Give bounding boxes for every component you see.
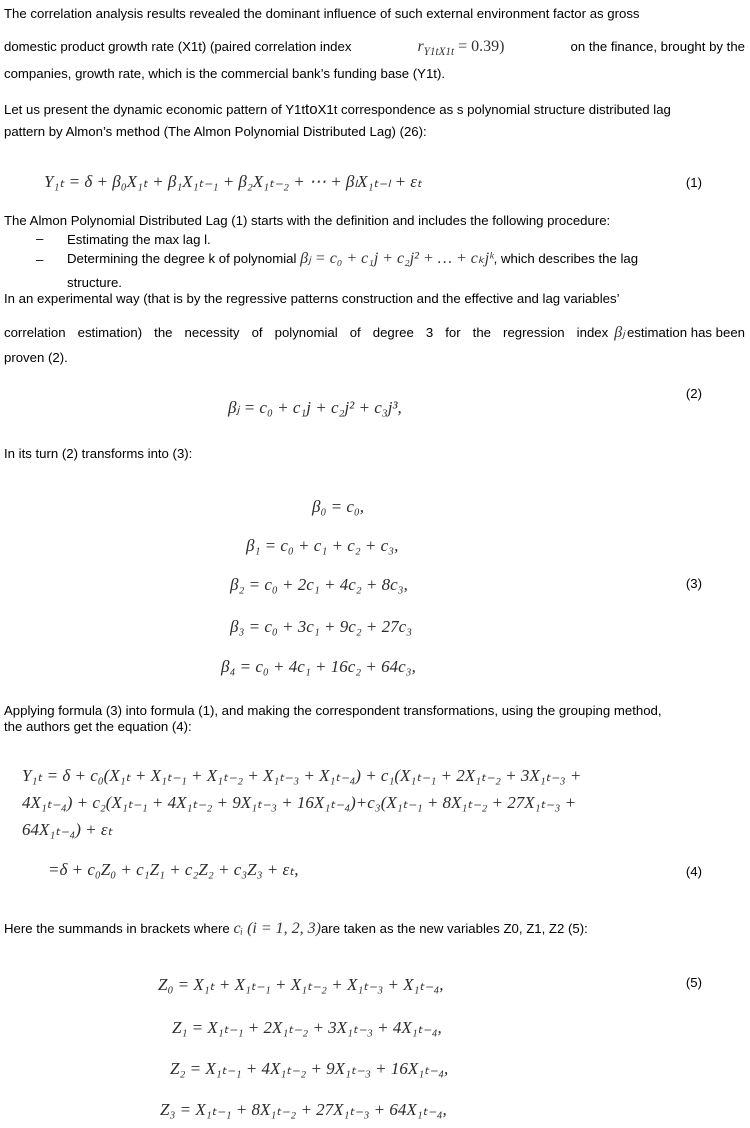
c-i-inline: cᵢ (i = 1, 2, 3) (233, 920, 321, 937)
equation-4-line-1: Y₁ₜ = δ + c₀(X₁ₜ + X₁ₜ₋₁ + X₁ₜ₋₂ + X₁ₜ₋₃ + X₁ₜ₋₄) + c₁(X₁ₜ₋₁ + 2X₁ₜ₋₂ + 3X₁ₜ₋₃ + (22, 766, 582, 785)
equation-3-line-3: β₂ = c₀ + 2c₁ + 4c₂ + 8c₃, (230, 575, 408, 594)
equation-4-line-3: 64X₁ₜ₋₄) + εₜ (22, 820, 113, 839)
polynomial-formula: βⱼ = c₀ + c₁j + c₂j² + … + cₖjᵏ (300, 250, 494, 267)
list-dash-1: – (36, 231, 44, 246)
beta-j-inline: βⱼ (614, 324, 625, 341)
list-item-2: Determining the degree k of polynomial βⱼ = c₀ + c₁j + c₂j² + … + cₖjᵏ, which describes the lag (67, 250, 639, 267)
p1-line1: The correlation analysis results revealed the dominant influence of such external environment factor as gross (4, 6, 640, 21)
equation-3-line-2: β₁ = c₀ + c₁ + c₂ + c₃, (246, 536, 399, 555)
p1-line3: companies, growth rate, which is the commercial bank’s funding base (Y1t). (4, 66, 446, 81)
p6-line1: Applying formula (3) into formula (1), and making the correspondent transformations, using the grouping method, (4, 703, 662, 718)
equation-5-number: (5) (685, 975, 702, 990)
equation-2-number: (2) (685, 386, 702, 401)
equation-4-number: (4) (685, 864, 702, 879)
p1-line2-text-b: on the finance, brought by the (570, 39, 745, 54)
equation-2: βⱼ = c₀ + c₁j + c₂j² + c₃j³, (228, 398, 402, 417)
p2-line1: Let us present the dynamic economic pattern of Y1ttoX1t correspondence as s polynomial structure distributed lag (4, 101, 671, 118)
equation-1-number: (1) (685, 175, 702, 190)
equation-4-line-4: =δ + c₀Z₀ + c₁Z₁ + c₂Z₂ + c₃Z₃ + εₜ, (48, 860, 299, 879)
p1-line2 (4, 38, 745, 58)
list-item-2-cont: structure. (67, 275, 122, 290)
p5-line1: In its turn (2) transforms into (3): (4, 446, 193, 461)
equation-3-line-4: β₃ = c₀ + 3c₁ + 9c₂ + 27c₃ (230, 617, 413, 636)
equation-5-line-4: Z₃ = X₁ₜ₋₁ + 8X₁ₜ₋₂ + 27X₁ₜ₋₃ + 64X₁ₜ₋₄, (160, 1100, 447, 1119)
equation-5-line-1: Z₀ = X₁ₜ + X₁ₜ₋₁ + X₁ₜ₋₂ + X₁ₜ₋₃ + X₁ₜ₋₄, (158, 975, 444, 994)
p6-line2: the authors get the equation (4): (4, 719, 192, 734)
p4-line1: In an experimental way (that is by the regressive patterns construction and the effective and lag variables’ (4, 291, 620, 306)
equation-4-line-2: 4X₁ₜ₋₄) + c₂(X₁ₜ₋₁ + 4X₁ₜ₋₂ + 9X₁ₜ₋₃ + 16X₁ₜ₋₄)+c₃(X₁ₜ₋₁ + 8X₁ₜ₋₂ + 27X₁ₜ₋₃ + (22, 793, 577, 812)
p4-line2: correlation estimation) the necessity of polynomial of degree 3 for the regression index βⱼ estimation has been (4, 324, 745, 341)
paired-correlation-formula: $r_{Y1tX1t} = 0.39$) (417, 38, 505, 59)
p1-line2-text-a: domestic product growth rate (X1t) (paired correlation index (4, 39, 352, 54)
equation-5-line-2: Z₁ = X₁ₜ₋₁ + 2X₁ₜ₋₂ + 3X₁ₜ₋₃ + 4X₁ₜ₋₄, (172, 1018, 442, 1037)
p2-line2: pattern by Almon’s method (The Almon Polynomial Distributed Lag) (26): (4, 124, 427, 139)
p7-line1: Here the summands in brackets where cᵢ (i = 1, 2, 3)are taken as the new variables Z0, Z1, Z2 (5): (4, 920, 588, 937)
equation-5-line-3: Z₂ = X₁ₜ₋₁ + 4X₁ₜ₋₂ + 9X₁ₜ₋₃ + 16X₁ₜ₋₄, (170, 1059, 449, 1078)
equation-3-line-5: β₄ = c₀ + 4c₁ + 16c₂ + 64c₃, (221, 657, 416, 676)
equation-1: Y₁ₜ = δ + β₀X₁ₜ + β₁X₁ₜ₋₁ + β₂X₁ₜ₋₂ + ⋯ + βₗX₁ₜ₋ₗ + εₜ (44, 172, 423, 191)
list-item-1: Estimating the max lag l. (67, 232, 211, 247)
p4-line3: proven (2). (4, 350, 68, 365)
equation-3-number: (3) (685, 576, 702, 591)
p3-line1: The Almon Polynomial Distributed Lag (1) starts with the definition and includes the following procedure: (4, 213, 611, 228)
list-dash-2: – (36, 252, 44, 267)
equation-3-line-1: β₀ = c₀, (312, 497, 365, 516)
